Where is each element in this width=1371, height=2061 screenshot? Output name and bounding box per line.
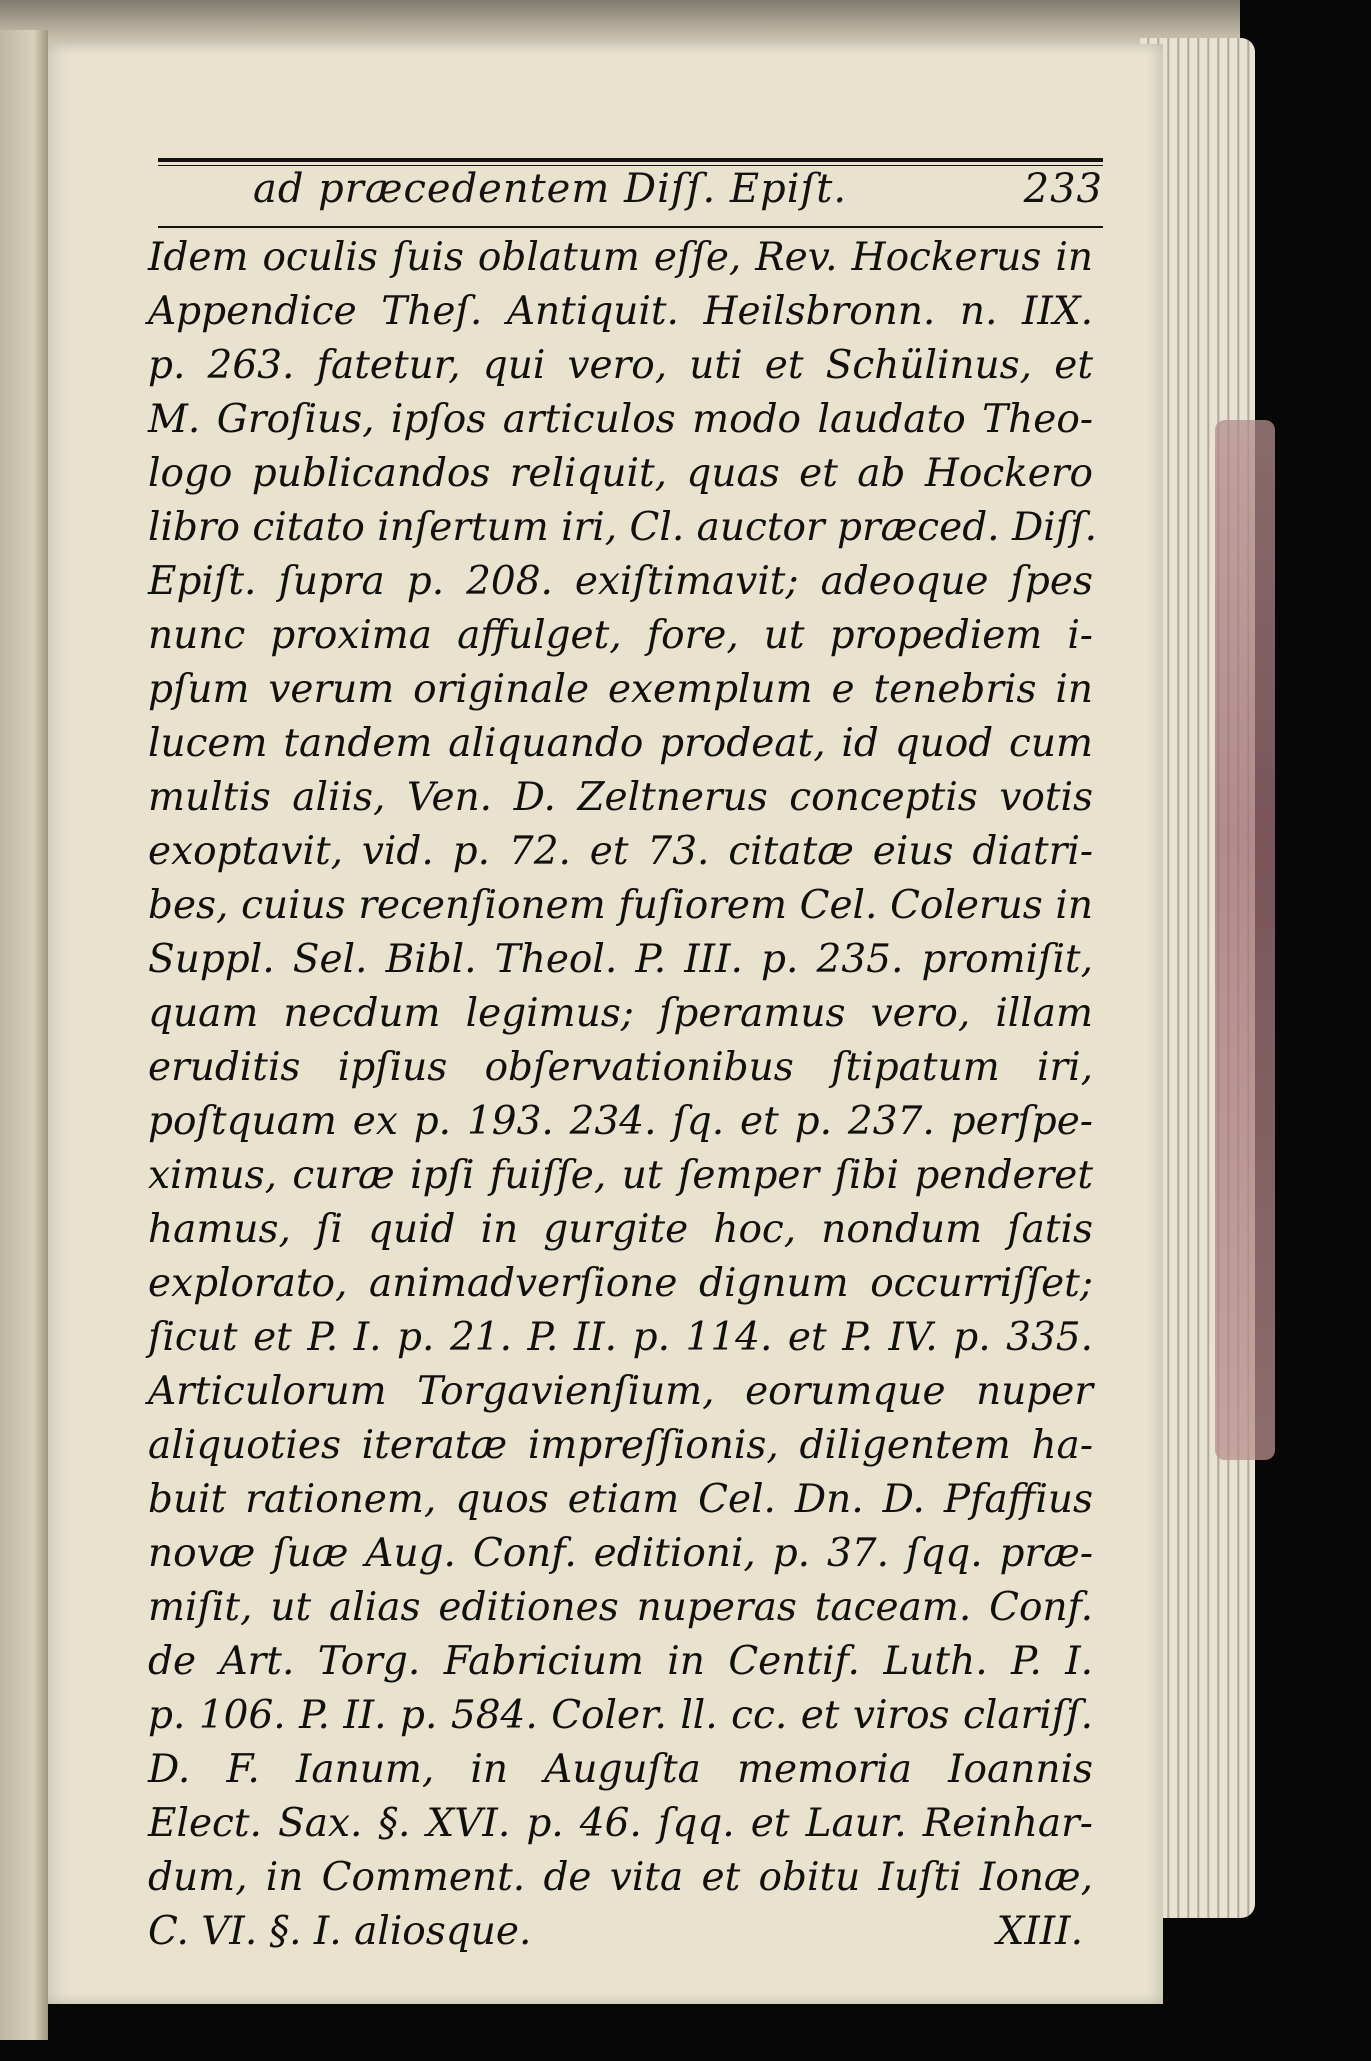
text-line: quam necdum legimus; ſperamus vero, illam — [148, 991, 1093, 1036]
text-line: nunc proxima affulget, fore, ut propediem i- — [148, 613, 1093, 658]
text-line: p. 263. fatetur, qui vero, uti et Schülinus, et — [148, 343, 1093, 388]
catchword: XIII. — [996, 1909, 1083, 1954]
binding-stain — [1215, 420, 1275, 1460]
text-line: D. F. Ianum, in Auguſta memoria Ioannis — [148, 1747, 1093, 1792]
text-line: Idem oculis ſuis oblatum eſſe, Rev. Hockerus in — [148, 235, 1093, 280]
header-rule-bottom — [158, 226, 1103, 228]
text-line: aliquoties iteratæ impreſſionis, diligentem ha- — [148, 1423, 1093, 1468]
text-line: multis aliis, Ven. D. Zeltnerus conceptis votis — [148, 775, 1093, 820]
text-line: miſit, ut alias editiones nuperas taceam. Conf. — [148, 1585, 1093, 1630]
text-line: Articulorum Torgavienſium, eorumque nuper — [148, 1369, 1093, 1414]
text-line: bes, cuius recenſionem fuſiorem Cel. Colerus in — [148, 883, 1093, 928]
text-line: Appendice Theſ. Antiquit. Heilsbronn. n. IIX. — [148, 289, 1093, 334]
text-line: Elect. Sax. §. XVI. p. 46. ſqq. et Laur. Reinhar- — [148, 1801, 1093, 1846]
text-line: novæ ſuæ Aug. Conf. editioni, p. 37. ſqq. præ- — [148, 1531, 1093, 1576]
text-line: M. Groſius, ipſos articulos modo laudato Theo- — [148, 397, 1093, 442]
text-line: poſtquam ex p. 193. 234. ſq. et p. 237. perſpe- — [148, 1099, 1093, 1144]
text-line: exoptavit, vid. p. 72. et 73. citatæ eius diatri- — [148, 829, 1093, 874]
running-header — [253, 166, 1103, 226]
text-line: libro citato inſertum iri, Cl. auctor præced. Diſſ. — [148, 505, 1097, 550]
final-line-text: C. VI. §. I. aliosque. — [148, 1909, 532, 1954]
text-line: lucem tandem aliquando prodeat, id quod cum — [148, 721, 1093, 766]
header-rule-top — [158, 158, 1103, 162]
text-line: Suppl. Sel. Bibl. Theol. P. III. p. 235. promiſit, — [148, 937, 1093, 982]
running-title: ad præcedentem Diſſ. Epiſt. — [253, 166, 848, 212]
text-line: eruditis ipſius obſervationibus ſtipatum iri, — [148, 1045, 1093, 1090]
page-number: 233 — [1023, 166, 1103, 212]
final-line — [148, 1905, 1093, 1959]
book-page — [48, 44, 1163, 2004]
text-line: p. 106. P. II. p. 584. Coler. ll. cc. et viros clariſſ. — [148, 1693, 1093, 1738]
text-line: dum, in Comment. de vita et obitu Iuſti Ionæ, — [148, 1855, 1093, 1900]
text-line: buit rationem, quos etiam Cel. Dn. D. Pfaffius — [148, 1477, 1093, 1522]
text-line: pſum verum originale exemplum e tenebris in — [148, 667, 1093, 712]
text-line: de Art. Torg. Fabricium in Centif. Luth. P. I. — [148, 1639, 1093, 1684]
body-text — [148, 231, 1097, 1959]
text-line: explorato, animadverſione dignum occurriſſet; — [148, 1261, 1093, 1306]
text-line: hamus, ſi quid in gurgite hoc, nondum ſatis — [148, 1207, 1093, 1252]
text-line: ſicut et P. I. p. 21. P. II. p. 114. et P. IV. p. 335. — [148, 1315, 1093, 1360]
text-line: logo publicandos reliquit, quas et ab Hockero — [148, 451, 1093, 496]
text-line: ximus, curæ ipſi fuiſſe, ut ſemper ſibi penderet — [148, 1153, 1093, 1198]
facing-page-edge — [0, 30, 48, 2040]
text-line: Epiſt. ſupra p. 208. exiſtimavit; adeoque ſpes — [148, 559, 1093, 604]
